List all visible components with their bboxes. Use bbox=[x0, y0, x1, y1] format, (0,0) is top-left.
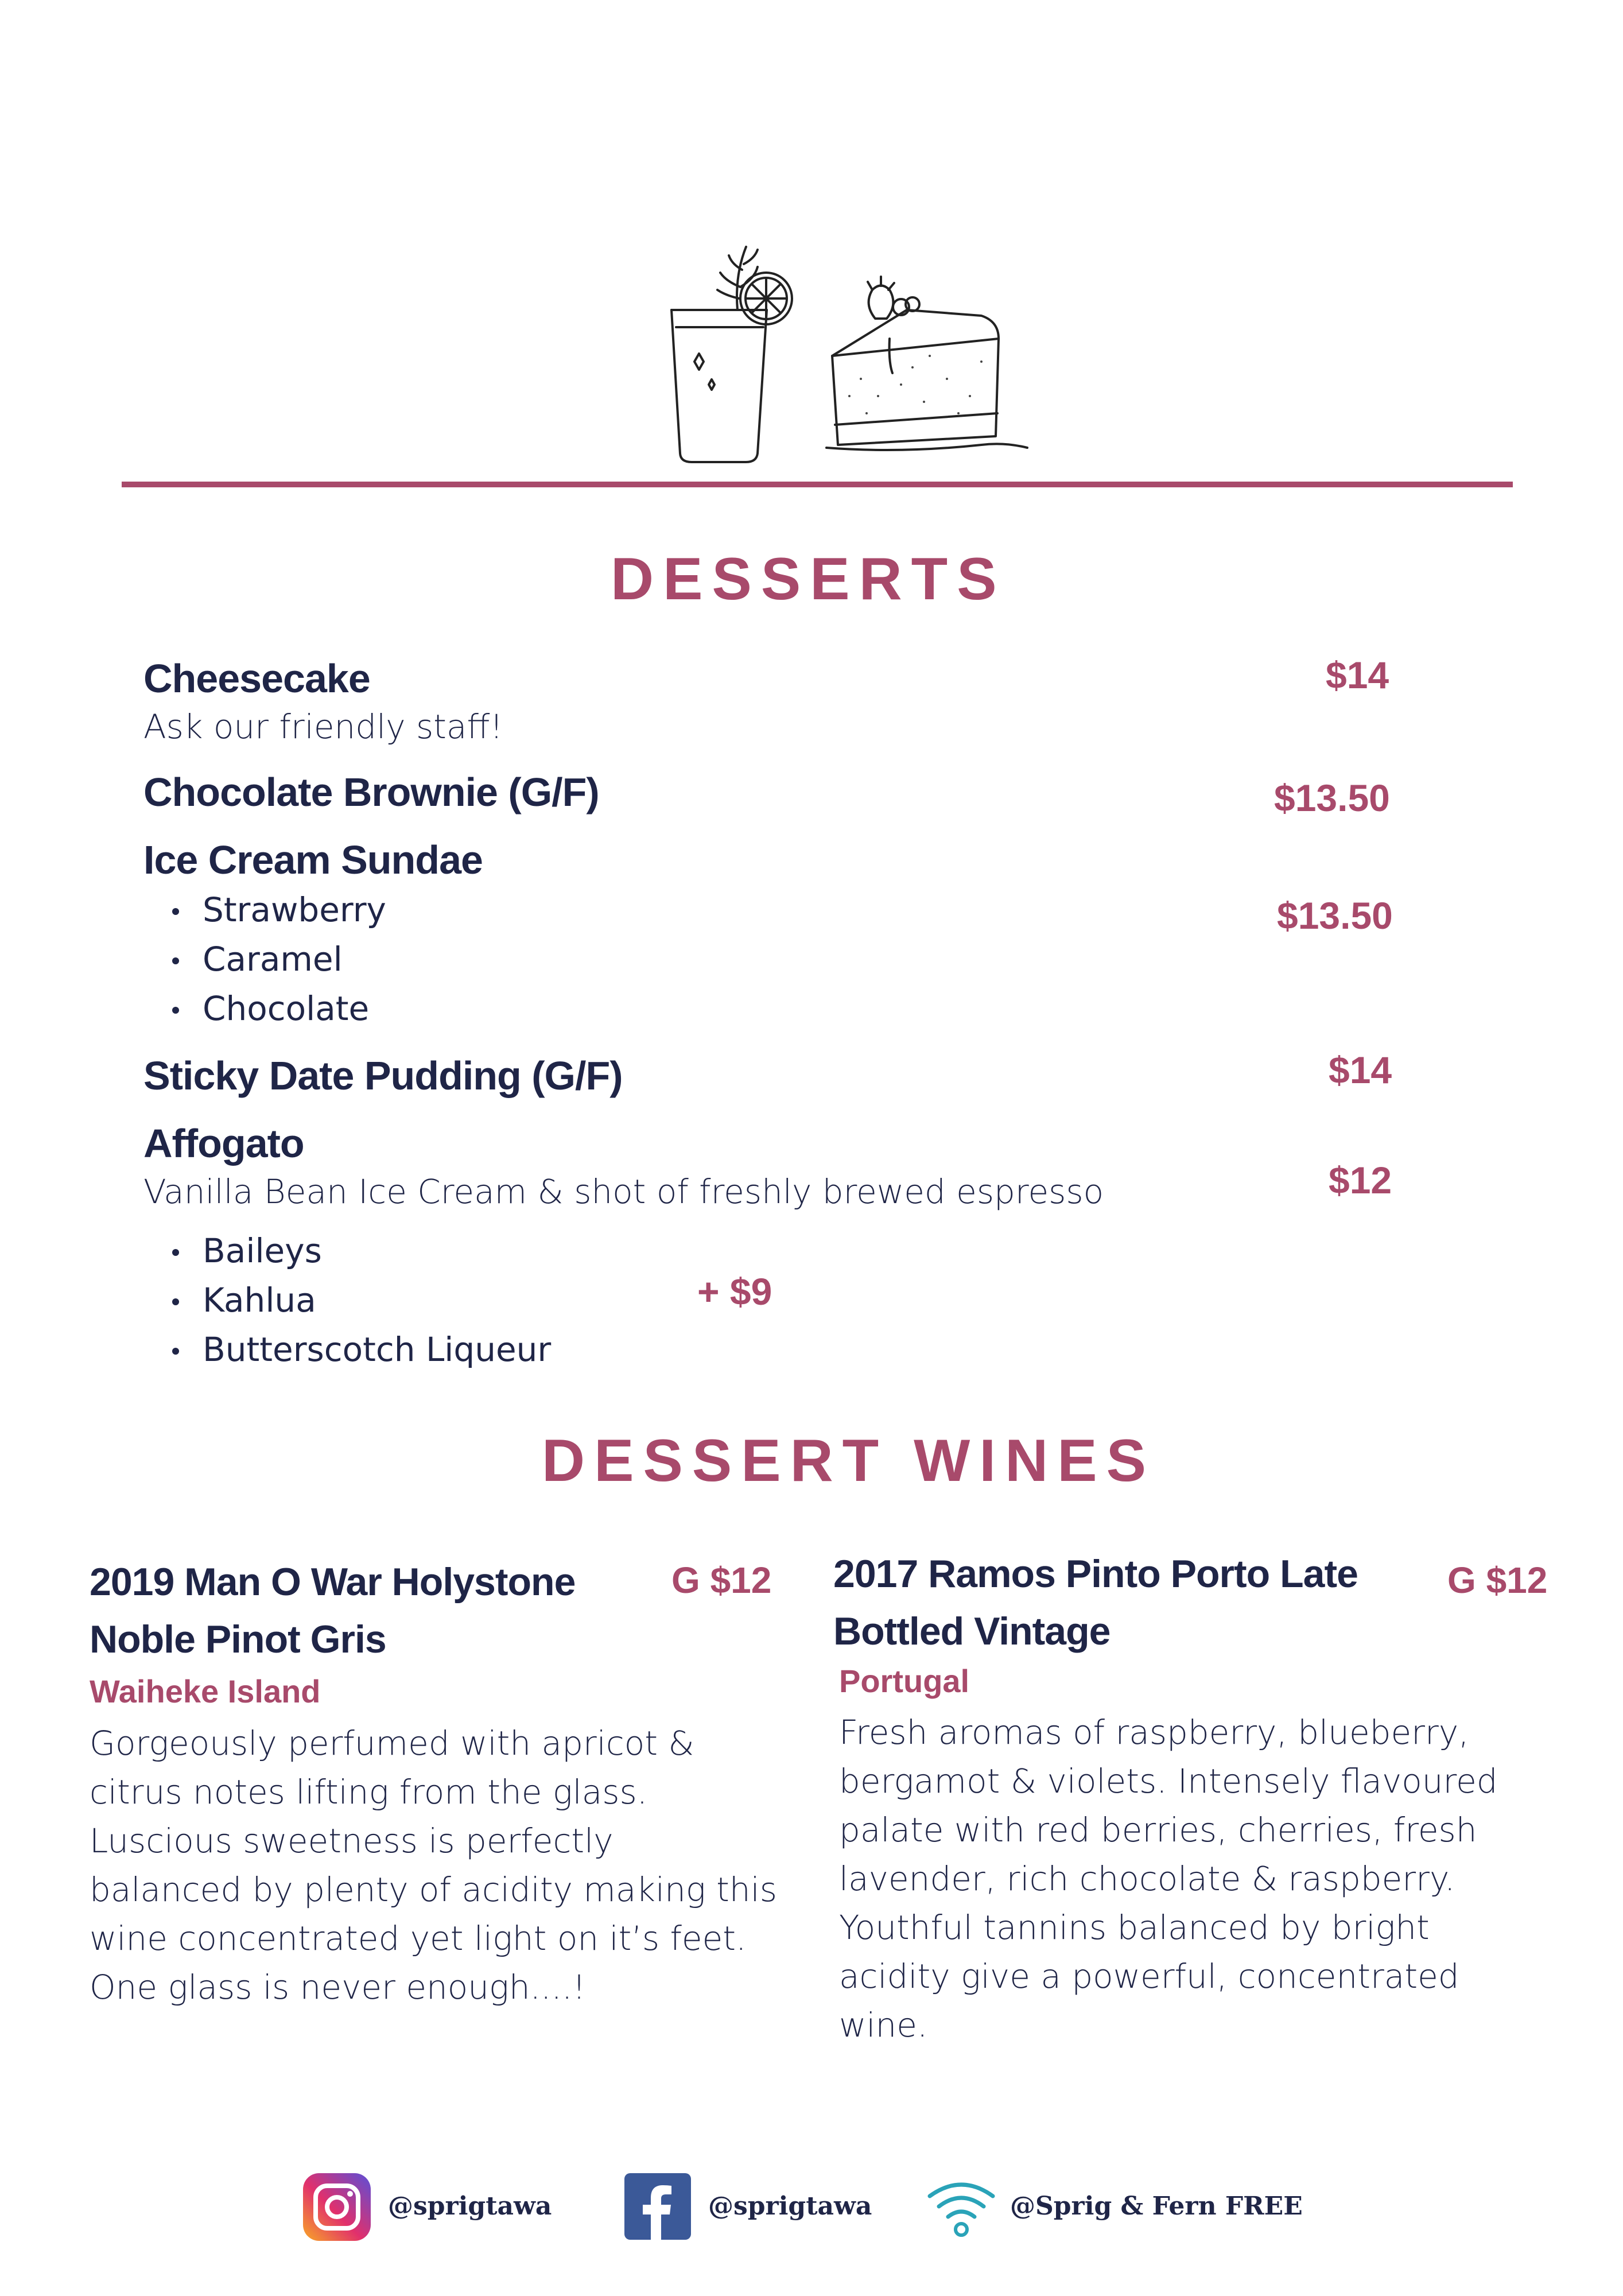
wine-1-region: Waiheke Island bbox=[90, 1673, 321, 1709]
facebook-handle[interactable]: @sprigtawa bbox=[708, 2192, 872, 2221]
wine-1-description-line: balanced by plenty of acidity making this bbox=[90, 1870, 777, 1909]
menu-item-affogato-price: $12 bbox=[1329, 1159, 1392, 1201]
wifi-label: @Sprig & Fern FREE bbox=[1010, 2192, 1303, 2221]
menu-item-sundae-price: $13.50 bbox=[1277, 894, 1393, 937]
wine-1-description-line: wine concentrated yet light on it’s feet. bbox=[90, 1919, 747, 1958]
menu-item-brownie-price: $13.50 bbox=[1274, 777, 1390, 819]
cocktail-and-cheesecake-illustration bbox=[660, 241, 1062, 471]
wine-2-name-line2: Bottled Vintage bbox=[833, 1609, 1111, 1653]
wine-1-description-line: One glass is never enough....! bbox=[90, 1968, 586, 2007]
wine-1-description-line: Gorgeously perfumed with apricot & bbox=[90, 1724, 694, 1763]
divider-rule bbox=[122, 482, 1513, 487]
list-item: Caramel bbox=[143, 934, 386, 984]
wine-2-description-line: Fresh aromas of raspberry, blueberry, bbox=[839, 1713, 1469, 1752]
sundae-flavour-list bbox=[143, 885, 386, 1033]
wine-2-name-line1: 2017 Ramos Pinto Porto Late bbox=[833, 1552, 1358, 1596]
wine-1-description-line: citrus notes lifting from the glass. bbox=[90, 1773, 648, 1812]
menu-item-affogato-description: Vanilla Bean Ice Cream & shot of freshly brewed espresso bbox=[143, 1172, 1104, 1211]
wine-1-name bbox=[90, 1553, 663, 1668]
menu-item-sundae-name: Ice Cream Sundae bbox=[143, 837, 483, 882]
wine-2-name bbox=[833, 1545, 1407, 1660]
menu-item-sticky-date-price: $14 bbox=[1329, 1049, 1392, 1091]
list-item: Baileys bbox=[143, 1226, 551, 1275]
wine-2-description bbox=[839, 1708, 1585, 2050]
wine-2-description-line: acidity give a powerful, concentrated bbox=[839, 1957, 1459, 1996]
wine-2-description-line: lavender, rich chocolate & raspberry. bbox=[839, 1859, 1455, 1898]
wine-1-price: G $12 bbox=[671, 1560, 772, 1601]
instagram-handle[interactable]: @sprigtawa bbox=[388, 2192, 552, 2221]
menu-item-brownie-name: Chocolate Brownie (G/F) bbox=[143, 770, 599, 815]
list-item: Kahlua bbox=[143, 1275, 551, 1325]
wine-2-price: G $12 bbox=[1447, 1560, 1548, 1601]
desserts-heading: DESSERTS bbox=[611, 546, 1006, 612]
wine-2-description-line: wine. bbox=[839, 2006, 928, 2045]
list-item: Butterscotch Liqueur bbox=[143, 1325, 551, 1374]
wifi-icon bbox=[926, 2177, 996, 2240]
menu-item-cheesecake-description: Ask our friendly staff! bbox=[143, 707, 503, 746]
wine-2-region: Portugal bbox=[839, 1663, 970, 1699]
dessert-wines-heading: DESSERT WINES bbox=[542, 1428, 1155, 1494]
list-item: Chocolate bbox=[143, 984, 386, 1033]
affogato-addon-list bbox=[143, 1226, 551, 1374]
wine-1-description-line: Luscious sweetness is perfectly bbox=[90, 1821, 614, 1860]
menu-item-sticky-date-name: Sticky Date Pudding (G/F) bbox=[143, 1053, 623, 1098]
wine-2-description-line: palate with red berries, cherries, fresh bbox=[839, 1810, 1477, 1849]
wine-1-description bbox=[90, 1719, 807, 2012]
menu-item-cheesecake-name: Cheesecake bbox=[143, 656, 370, 701]
wine-1-name-line1: 2019 Man O War Holystone bbox=[90, 1560, 576, 1604]
affogato-addon-price: + $9 bbox=[697, 1270, 772, 1313]
menu-item-cheesecake-price: $14 bbox=[1326, 654, 1389, 696]
menu-item-affogato-name: Affogato bbox=[143, 1121, 304, 1166]
wine-1-name-line2: Noble Pinot Gris bbox=[90, 1618, 386, 1661]
list-item: Strawberry bbox=[143, 885, 386, 934]
facebook-icon[interactable] bbox=[624, 2173, 691, 2240]
wine-2-description-line: Youthful tannins balanced by bright bbox=[839, 1908, 1430, 1947]
wine-2-description-line: bergamot & violets. Intensely flavoured bbox=[839, 1762, 1498, 1801]
instagram-icon[interactable] bbox=[303, 2173, 371, 2241]
